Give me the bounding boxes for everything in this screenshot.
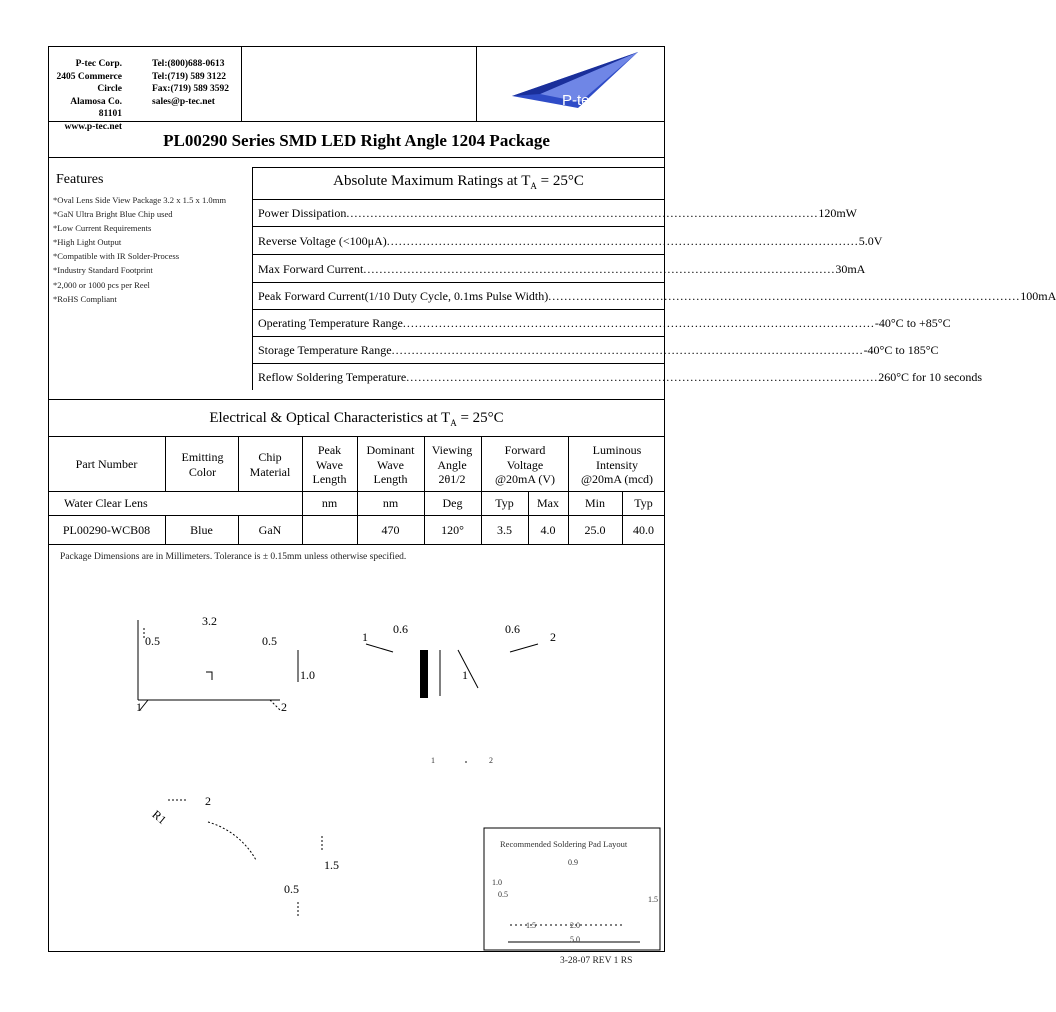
pad-dim-1-5-right: 1.5 (648, 895, 658, 904)
eo-unit: Min (584, 496, 605, 510)
company-tel-2: Tel:(719) 589 3122 (152, 71, 227, 82)
pad-dim-0-9: 0.9 (568, 858, 578, 867)
eo-header-forward-voltage: Forward Voltage @20mA (V) (494, 443, 556, 486)
eo-col-rule (238, 436, 239, 491)
feature-item: *RoHS Compliant (53, 293, 117, 304)
feature-item: *High Light Output (53, 237, 122, 248)
amr-row-operating-temp: Operating Temperature Range ...................................................................................................................... -40°C to +85°C (258, 316, 951, 330)
side-pin-1-label: 1 (362, 630, 368, 644)
eo-lens-type: Water Clear Lens (64, 496, 148, 510)
company-tel-1: Tel:(800)688-0613 (152, 59, 225, 69)
package-drawings (48, 560, 665, 950)
feature-item: *Industry Standard Footprint (53, 265, 153, 276)
header-divider-2 (476, 46, 477, 121)
amr-rule (252, 309, 665, 310)
eo-unit: Typ (634, 496, 653, 510)
feature-item: *Low Current Requirements (53, 223, 152, 234)
company-contact (152, 58, 234, 108)
company-logo (500, 50, 665, 118)
pad-dim-1-0: 1.0 (492, 878, 502, 887)
header-bottom-rule (48, 121, 665, 122)
tiny-pin-2: 2 (489, 756, 493, 765)
page-title: PL00290 Series SMD LED Right Angle 1204 Package (163, 131, 550, 150)
dimension-note: Package Dimensions are in Millimeters. Tolerance is ± 0.15mm unless otherwise specified. (60, 552, 407, 562)
features-list (53, 193, 248, 306)
eo-cell-part: PL00290-WCB08 (62, 523, 151, 537)
eo-unit: Deg (442, 496, 463, 510)
pad-layout-title: Recommended Soldering Pad Layout (500, 839, 628, 849)
amr-rule (252, 199, 665, 200)
eo-header-dominant-wave: Dominant Wave Length (366, 443, 415, 486)
tiny-pin-1: 1 (431, 756, 435, 765)
eo-cell-vf-max: 4.0 (540, 523, 556, 537)
eo-cell-chip: GaN (258, 523, 282, 537)
amr-rule (252, 254, 665, 255)
eo-cell-dominant: 470 (381, 523, 400, 537)
eo-header-viewing-angle: Viewing Angle 2θ1/2 (431, 443, 473, 486)
inner-pin-label: 1 (462, 668, 468, 682)
eo-col-rule (302, 436, 303, 544)
company-city: Alamosa Co. 81101 (70, 96, 122, 119)
amr-row-reflow: Reflow Soldering Temperature ...................................................................................................................... 260°C for 10 seconds (258, 370, 983, 384)
feature-item: *GaN Ultra Bright Blue Chip used (53, 209, 173, 220)
amr-row-power: Power Dissipation ...................................................................................................................... 120mW (258, 206, 858, 220)
eo-header-peak-wave: Peak Wave Length (312, 443, 347, 486)
eo-title: Electrical & Optical Characteristics at $T_A = 25^\circ C$ (209, 410, 504, 428)
eo-unit: nm (382, 496, 399, 510)
dim-0-5-bottom: 0.5 (284, 882, 299, 896)
header-divider-1 (241, 46, 242, 121)
eo-cell-iv-typ: 40.0 (633, 523, 654, 537)
dim-0-5-left: 0.5 (145, 634, 160, 648)
features-heading: Features (56, 172, 104, 187)
company-fax: Fax:(719) 589 3592 (152, 84, 230, 94)
eo-header-chip-material: Chip Material (249, 450, 291, 479)
eo-col-rule (165, 436, 166, 491)
eo-cell-color: Blue (190, 523, 213, 537)
pad-dim-2-0: 2.0 (570, 921, 580, 930)
pin-1-label: 1 (136, 700, 142, 714)
eo-rule (48, 544, 665, 545)
pad-dim-5-0: 5.0 (570, 935, 580, 944)
feature-item: *Compatible with IR Solder-Process (53, 251, 180, 262)
company-website[interactable]: www.p-tec.net (64, 121, 122, 132)
amr-left-rule (252, 167, 253, 390)
amr-rule (252, 282, 665, 283)
eo-cell-iv-min: 25.0 (584, 523, 606, 537)
amr-row-max-forward: Max Forward Current ...................................................................................................................... 30mA (258, 262, 866, 276)
company-street: 2405 Commerce Circle (56, 71, 122, 94)
eo-header-part-number: Part Number (75, 457, 138, 471)
title-bottom-rule (48, 157, 665, 158)
eo-header-luminous-intensity: Luminous Intensity @20mA (mcd) (580, 443, 654, 486)
amr-rule (252, 363, 665, 364)
dim-1-5: 1.5 (324, 858, 339, 872)
dim-3-2: 3.2 (202, 614, 217, 628)
radius-label: R1 (149, 807, 170, 827)
amr-bottom-rule (48, 399, 665, 400)
amr-rule (252, 336, 665, 337)
company-name: P-tec Corp. (75, 59, 122, 69)
eo-cell-angle: 120° (441, 523, 464, 537)
amr-row-reverse-voltage: Reverse Voltage (<100μA) ...................................................................................................................... 5.0V (258, 234, 883, 248)
pin-2-label: 2 (281, 700, 287, 714)
eo-cell-vf-typ: 3.5 (497, 523, 512, 537)
pad-dim-0-5: 0.5 (498, 890, 508, 899)
feature-item: *Oval Lens Side View Package 3.2 x 1.5 x 1.0mm (53, 195, 227, 205)
company-address (52, 58, 122, 133)
eo-unit: nm (321, 496, 338, 510)
eo-unit: Max (537, 496, 559, 510)
revision-footer: 3-28-07 REV 1 RS (560, 956, 633, 966)
side-pin-2-label: 2 (550, 630, 556, 644)
company-email[interactable]: sales@p-tec.net (152, 96, 215, 107)
dim-0-6-left: 0.6 (393, 622, 408, 636)
pad-dim-1-5: 1.5 (526, 921, 536, 930)
amr-row-peak-forward: Peak Forward Current(1/10 Duty Cycle, 0.1ms Pulse Width) ...................................................................................................................... 100mA (258, 289, 1056, 303)
amr-title: Absolute Maximum Ratings at $T_A = 25^\circ C$ (333, 173, 584, 191)
dim-2: 2 (205, 794, 211, 808)
amr-rule (252, 226, 665, 227)
amr-row-storage-temp: Storage Temperature Range ...................................................................................................................... -40°C to 185°C (258, 343, 939, 357)
dim-0-6-right: 0.6 (505, 622, 520, 636)
amr-top-rule (252, 167, 665, 168)
eo-header-emitting-color: Emitting Color (181, 450, 224, 479)
dim-0-5-right: 0.5 (262, 634, 277, 648)
eo-unit: Typ (495, 496, 514, 510)
feature-item: *2,000 or 1000 pcs per Reel (53, 279, 150, 290)
logo-text: P-tec (562, 92, 598, 109)
dim-1-0: 1.0 (300, 668, 315, 682)
